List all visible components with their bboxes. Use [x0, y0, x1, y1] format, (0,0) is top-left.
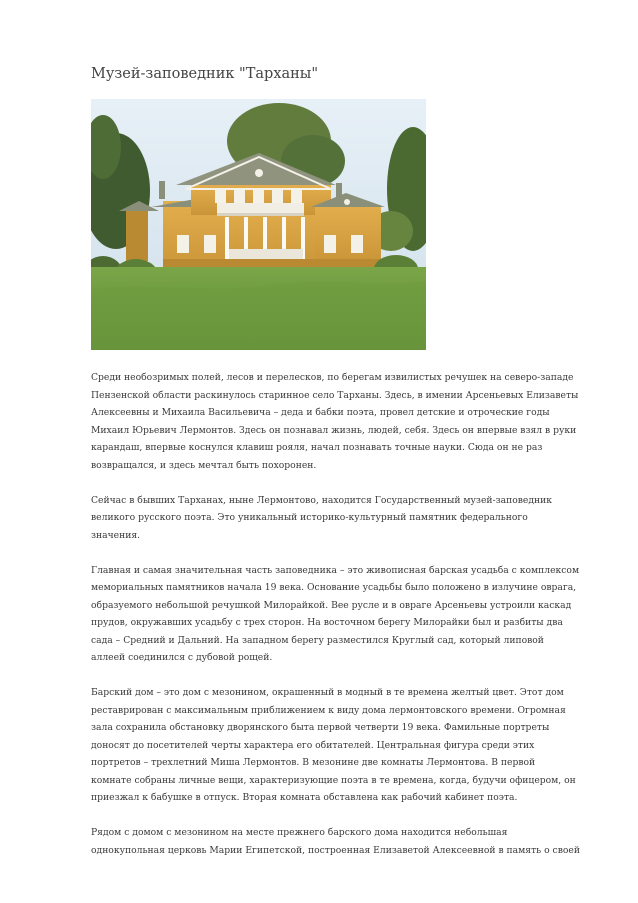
manor-house-illustration	[91, 99, 426, 350]
text-line: Среди необозримых полей, лесов и перелесков, по берегам извилистых речушек на северо-западе	[91, 372, 574, 383]
text-line: реставрирован с максимальным приближением к виду дома лермонтовского времени. Огромная	[91, 704, 566, 716]
text-line: доносят до посетителей черты характера его обитателей. Центральная фигура среди этих	[91, 739, 535, 751]
manor-house-photo	[91, 99, 426, 350]
text-line: Рядом с домом с мезонином на месте прежнего барского дома находится небольшая	[91, 827, 508, 838]
text-line: образуемого небольшой речушкой Милорайкой. Вее русле и в овраге Арсеньевы устроили каскад	[91, 599, 572, 611]
text-line: Главная и самая значительная часть заповедника – это живописная барская усадьба с комплексом	[91, 564, 580, 576]
text-line: великого русского поэта. Это уникальный историко-культурный памятник федерального	[91, 512, 528, 523]
text-line: приезжал к бабушке в отпуск. Вторая комната обставлена как рабочий кабинет поэта.	[91, 792, 518, 803]
paragraph-1	[91, 369, 599, 474]
paragraph-4	[91, 684, 599, 807]
text-line: зала сохранила обстановку дворянского быта первой четверти 19 века. Фамильные портреты	[91, 722, 550, 733]
text-line: прудов, окружавших усадьбу с трех сторон. На восточном берегу Милорайки был и разбиты два	[91, 617, 563, 628]
paragraph-3	[91, 562, 599, 667]
text-line: Сейчас в бывших Тарханах, ныне Лермонтово, находится Государственный музей-заповедник	[91, 494, 553, 506]
text-line: значения.	[91, 529, 141, 541]
text-line: Барский дом – это дом с мезонином, окрашенный в модный в те времена желтый цвет. Этот дом	[91, 687, 564, 698]
text-line: мемориальных памятников начала 19 века. Основание усадьбы было положено в излучине оврага,	[91, 582, 577, 593]
text-line: комнате собраны личные вещи, характеризующие поэта в те времена, когда, будучи офицером, он	[91, 774, 576, 786]
text-line: аллеей соединился с дубовой рощей.	[91, 652, 273, 663]
text-line: сада – Средний и Дальний. На западном берегу разместился Круглый сад, который липовой	[91, 634, 544, 646]
text-line: однокупольная церковь Марии Египетской, построенная Елизаветой Алексеевной в память о своей	[91, 844, 580, 856]
text-line: Алексеевны и Михаила Васильевича – деда и бабки поэта, провел детские и отроческие годы	[91, 407, 550, 418]
text-line: карандаш, впервые коснулся клавиш рояля, начал познавать точные науки. Сюда он не раз	[91, 442, 543, 453]
article-body	[91, 369, 599, 877]
paragraph-5	[91, 824, 599, 859]
text-line: портретов – трехлетний Миша Лермонтов. В мезонине две комнаты Лермонтова. В первой	[91, 757, 536, 768]
page-title: Музей-заповедник "Тарханы"	[91, 66, 319, 82]
text-line: Михаил Юрьевич Лермонтов. Здесь он познавал жизнь, людей, себя. Здесь он впервые взял в руки	[91, 424, 577, 436]
paragraph-2	[91, 492, 599, 545]
text-line: возвращался, и здесь мечтал быть похоронен.	[91, 459, 317, 471]
text-line: Пензенской области раскинулось старинное село Тарханы. Здесь, в имении Арсеньевых Елизаветы	[91, 389, 579, 401]
